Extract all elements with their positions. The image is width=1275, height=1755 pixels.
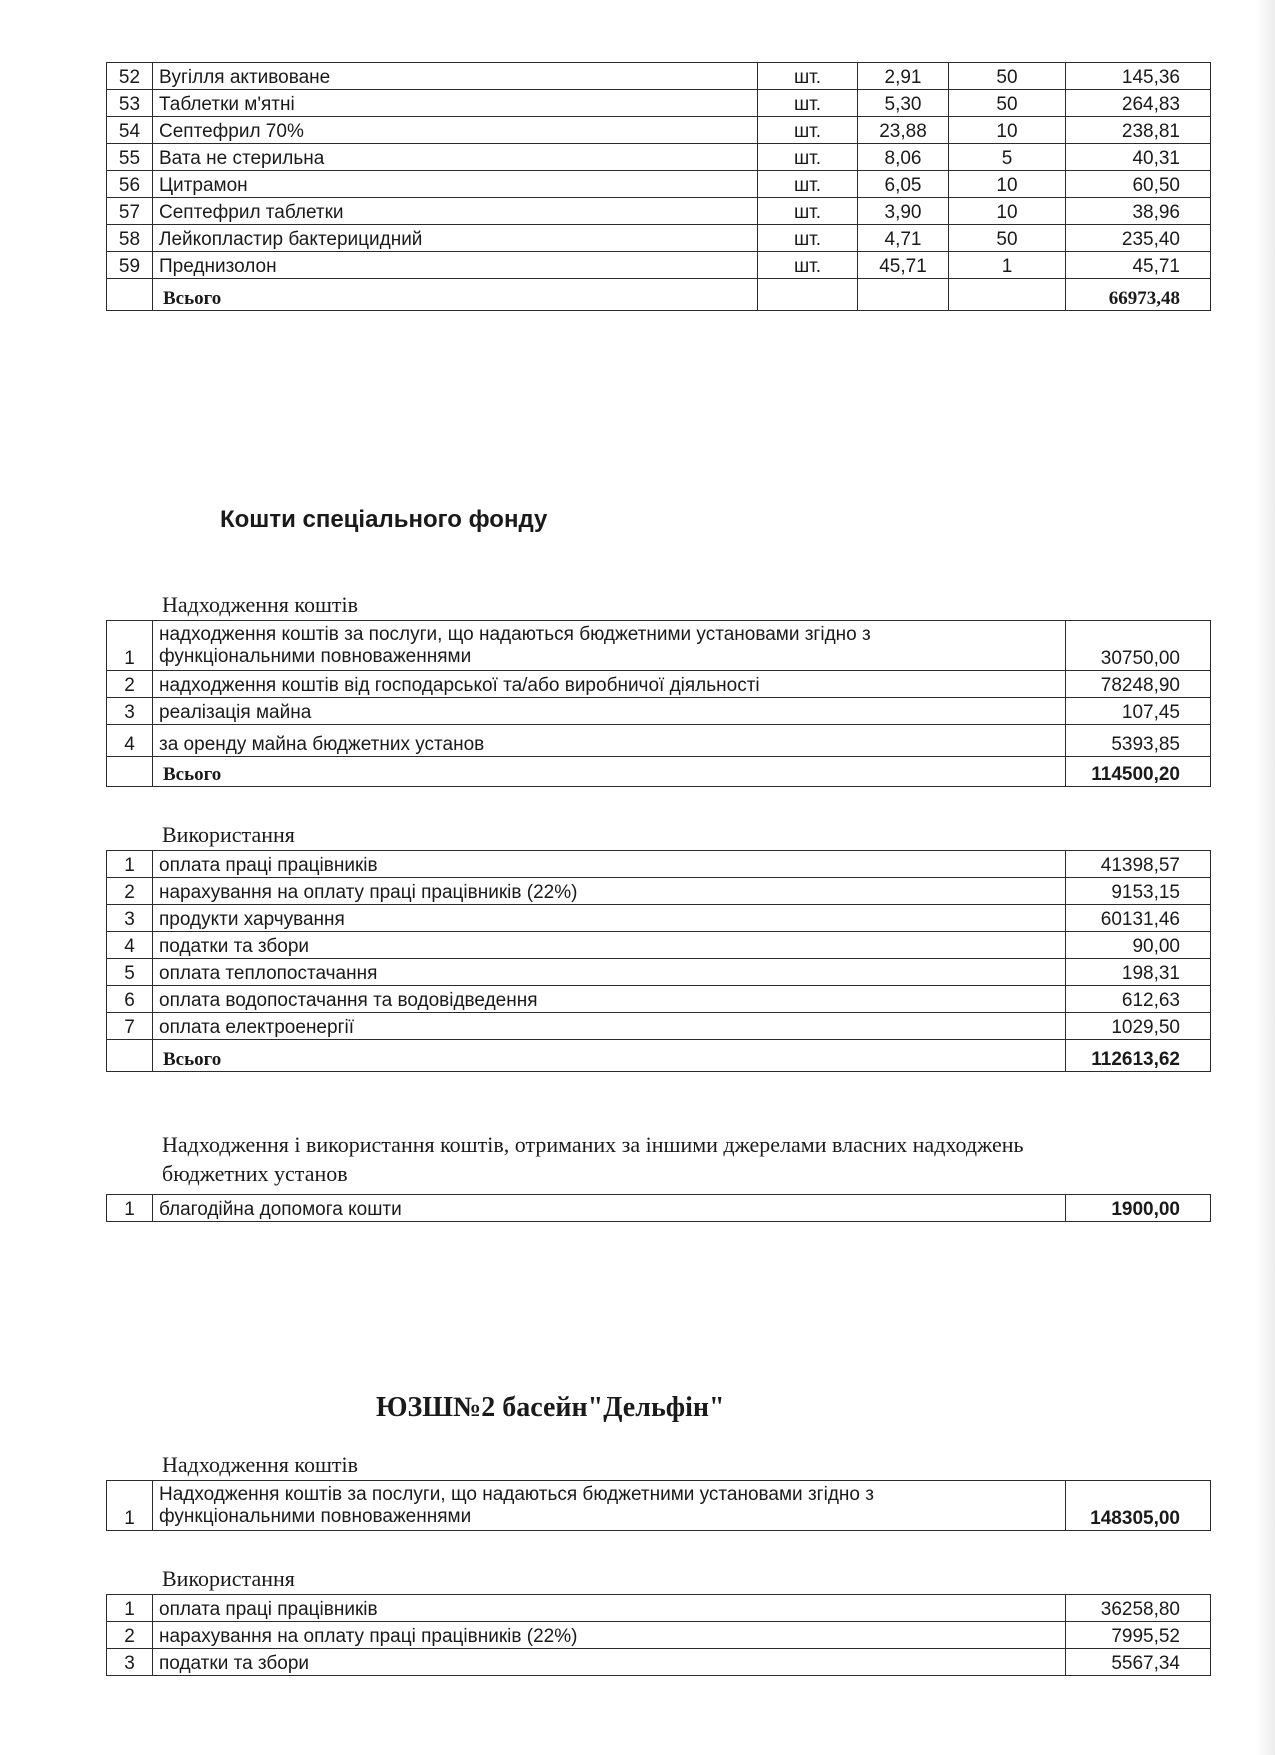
row-number: 1 bbox=[107, 851, 153, 878]
pool-usage-name: оплата праці працівників bbox=[153, 1595, 1066, 1622]
usage-sum: 612,63 bbox=[1066, 986, 1211, 1013]
total-label: Всього bbox=[153, 1040, 1066, 1072]
item-name: Септефрил таблетки bbox=[153, 198, 758, 225]
row-number: 7 bbox=[107, 1013, 153, 1040]
pool-usage-sum: 5567,34 bbox=[1066, 1649, 1211, 1676]
table-row bbox=[107, 1013, 1211, 1040]
usage-caption: Використання bbox=[162, 822, 295, 847]
item-name: Таблетки м'ятні bbox=[153, 90, 758, 117]
item-sum: 38,96 bbox=[1066, 198, 1211, 225]
table-row bbox=[107, 932, 1211, 959]
table-row bbox=[107, 905, 1211, 932]
table-row bbox=[107, 986, 1211, 1013]
income-name: надходження коштів від господарської та/або виробничої діяльності bbox=[153, 671, 1066, 698]
total-row bbox=[107, 1040, 1211, 1072]
row-number: 52 bbox=[107, 63, 153, 90]
table-row bbox=[107, 225, 1211, 252]
table-row bbox=[107, 959, 1211, 986]
item-price: 5,30 bbox=[858, 90, 949, 117]
item-name: Цитрамон bbox=[153, 171, 758, 198]
income-sum: 107,45 bbox=[1066, 698, 1211, 725]
pool-section-title: ЮЗШ№2 басейн"Дельфін" bbox=[376, 1392, 725, 1423]
row-number: 53 bbox=[107, 90, 153, 117]
row-number: 1 bbox=[107, 1481, 153, 1531]
table-row bbox=[107, 144, 1211, 171]
total-value: 114500,20 bbox=[1066, 757, 1211, 787]
usage-table bbox=[106, 850, 1211, 1072]
row-number: 6 bbox=[107, 986, 153, 1013]
row-number: 1 bbox=[107, 621, 153, 671]
table-row bbox=[107, 725, 1211, 757]
other-name: благодійна допомога кошти bbox=[153, 1195, 1066, 1222]
row-number: 2 bbox=[107, 878, 153, 905]
table-row bbox=[107, 171, 1211, 198]
item-sum: 60,50 bbox=[1066, 171, 1211, 198]
item-sum: 235,40 bbox=[1066, 225, 1211, 252]
usage-sum: 90,00 bbox=[1066, 932, 1211, 959]
row-number: 1 bbox=[107, 1595, 153, 1622]
income-sum: 78248,90 bbox=[1066, 671, 1211, 698]
pool-income-caption: Надходження коштів bbox=[162, 1452, 359, 1477]
other-sum: 1900,00 bbox=[1066, 1195, 1211, 1222]
income-name: реалізація майна bbox=[153, 698, 1066, 725]
item-price: 8,06 bbox=[858, 144, 949, 171]
item-qty: 10 bbox=[949, 171, 1066, 198]
row-number: 5 bbox=[107, 959, 153, 986]
table-row bbox=[107, 621, 1211, 671]
item-unit: шт. bbox=[758, 63, 858, 90]
row-number: 59 bbox=[107, 252, 153, 279]
total-value: 112613,62 bbox=[1066, 1040, 1211, 1072]
income-sum: 30750,00 bbox=[1066, 621, 1211, 671]
row-number: 3 bbox=[107, 698, 153, 725]
pool-usage-sum: 7995,52 bbox=[1066, 1622, 1211, 1649]
total-label: Всього bbox=[153, 757, 1066, 787]
table-row bbox=[107, 1649, 1211, 1676]
table-row bbox=[107, 671, 1211, 698]
other-sources-caption: Надходження і використання коштів, отриманих за іншими джерелами власних надходжень бюджетних установ bbox=[162, 1132, 1024, 1186]
usage-sum: 9153,15 bbox=[1066, 878, 1211, 905]
item-qty: 1 bbox=[949, 252, 1066, 279]
item-unit: шт. bbox=[758, 252, 858, 279]
row-number: 1 bbox=[107, 1195, 153, 1222]
table-row bbox=[107, 1195, 1211, 1222]
item-price: 2,91 bbox=[858, 63, 949, 90]
row-number: 2 bbox=[107, 671, 153, 698]
usage-name: податки та збори bbox=[153, 932, 1066, 959]
item-name: Септефрил 70% bbox=[153, 117, 758, 144]
total-label: Всього bbox=[153, 279, 758, 311]
pool-usage-name: нарахування на оплату праці працівників (22%) bbox=[153, 1622, 1066, 1649]
item-sum: 145,36 bbox=[1066, 63, 1211, 90]
table-row bbox=[107, 851, 1211, 878]
total-value: 66973,48 bbox=[1066, 279, 1211, 311]
item-name: Вата не стерильна bbox=[153, 144, 758, 171]
item-sum: 45,71 bbox=[1066, 252, 1211, 279]
item-qty: 50 bbox=[949, 225, 1066, 252]
income-table bbox=[106, 620, 1211, 787]
table-row bbox=[107, 198, 1211, 225]
item-sum: 40,31 bbox=[1066, 144, 1211, 171]
usage-name: нарахування на оплату праці працівників (22%) bbox=[153, 878, 1066, 905]
table-row bbox=[107, 1481, 1211, 1531]
usage-name: оплата теплопостачання bbox=[153, 959, 1066, 986]
pool-usage-name: податки та збори bbox=[153, 1649, 1066, 1676]
item-sum: 264,83 bbox=[1066, 90, 1211, 117]
income-name: надходження коштів за послуги, що надаються бюджетними установами згідно з функціональними повноваженнями bbox=[153, 621, 1066, 671]
item-name: Вугілля активоване bbox=[153, 63, 758, 90]
item-price: 3,90 bbox=[858, 198, 949, 225]
income-caption: Надходження коштів bbox=[162, 592, 359, 617]
item-unit: шт. bbox=[758, 144, 858, 171]
item-qty: 10 bbox=[949, 117, 1066, 144]
row-number: 57 bbox=[107, 198, 153, 225]
row-number: 54 bbox=[107, 117, 153, 144]
total-row bbox=[107, 279, 1211, 311]
item-qty: 50 bbox=[949, 90, 1066, 117]
other-sources-table bbox=[106, 1194, 1211, 1222]
table-row bbox=[107, 90, 1211, 117]
item-price: 6,05 bbox=[858, 171, 949, 198]
row-number: 4 bbox=[107, 725, 153, 757]
usage-name: оплата водопостачання та водовідведення bbox=[153, 986, 1066, 1013]
row-number: 56 bbox=[107, 171, 153, 198]
pool-income-name: Надходження коштів за послуги, що надаються бюджетними установами згідно з функціональними повноваженнями bbox=[153, 1481, 1066, 1531]
income-name: за оренду майна бюджетних установ bbox=[153, 725, 1066, 757]
row-number: 4 bbox=[107, 932, 153, 959]
table-row bbox=[107, 1595, 1211, 1622]
page-edge-shadow bbox=[1257, 0, 1275, 1755]
item-qty: 10 bbox=[949, 198, 1066, 225]
items-table bbox=[106, 62, 1211, 311]
row-number: 55 bbox=[107, 144, 153, 171]
row-number: 2 bbox=[107, 1622, 153, 1649]
pool-usage-sum: 36258,80 bbox=[1066, 1595, 1211, 1622]
item-unit: шт. bbox=[758, 225, 858, 252]
table-row bbox=[107, 117, 1211, 144]
item-unit: шт. bbox=[758, 117, 858, 144]
item-unit: шт. bbox=[758, 198, 858, 225]
item-sum: 238,81 bbox=[1066, 117, 1211, 144]
row-number: 58 bbox=[107, 225, 153, 252]
usage-sum: 41398,57 bbox=[1066, 851, 1211, 878]
item-price: 4,71 bbox=[858, 225, 949, 252]
table-row bbox=[107, 878, 1211, 905]
item-qty: 50 bbox=[949, 63, 1066, 90]
table-row bbox=[107, 698, 1211, 725]
usage-sum: 60131,46 bbox=[1066, 905, 1211, 932]
table-row bbox=[107, 252, 1211, 279]
usage-name: оплата електроенергії bbox=[153, 1013, 1066, 1040]
income-sum: 5393,85 bbox=[1066, 725, 1211, 757]
pool-income-table bbox=[106, 1480, 1211, 1531]
pool-income-sum: 148305,00 bbox=[1066, 1481, 1211, 1531]
item-name: Преднизолон bbox=[153, 252, 758, 279]
table-row bbox=[107, 63, 1211, 90]
pool-usage-caption: Використання bbox=[162, 1566, 295, 1591]
item-unit: шт. bbox=[758, 171, 858, 198]
usage-name: продукти харчування bbox=[153, 905, 1066, 932]
item-unit: шт. bbox=[758, 90, 858, 117]
row-number: 3 bbox=[107, 905, 153, 932]
table-row bbox=[107, 1622, 1211, 1649]
pool-usage-table bbox=[106, 1594, 1211, 1676]
usage-sum: 198,31 bbox=[1066, 959, 1211, 986]
item-qty: 5 bbox=[949, 144, 1066, 171]
row-number: 3 bbox=[107, 1649, 153, 1676]
item-price: 45,71 bbox=[858, 252, 949, 279]
item-name: Лейкопластир бактерицидний bbox=[153, 225, 758, 252]
item-price: 23,88 bbox=[858, 117, 949, 144]
usage-sum: 1029,50 bbox=[1066, 1013, 1211, 1040]
total-row bbox=[107, 757, 1211, 787]
usage-name: оплата праці працівників bbox=[153, 851, 1066, 878]
special-fund-title: Кошти спеціального фонду bbox=[220, 506, 548, 533]
